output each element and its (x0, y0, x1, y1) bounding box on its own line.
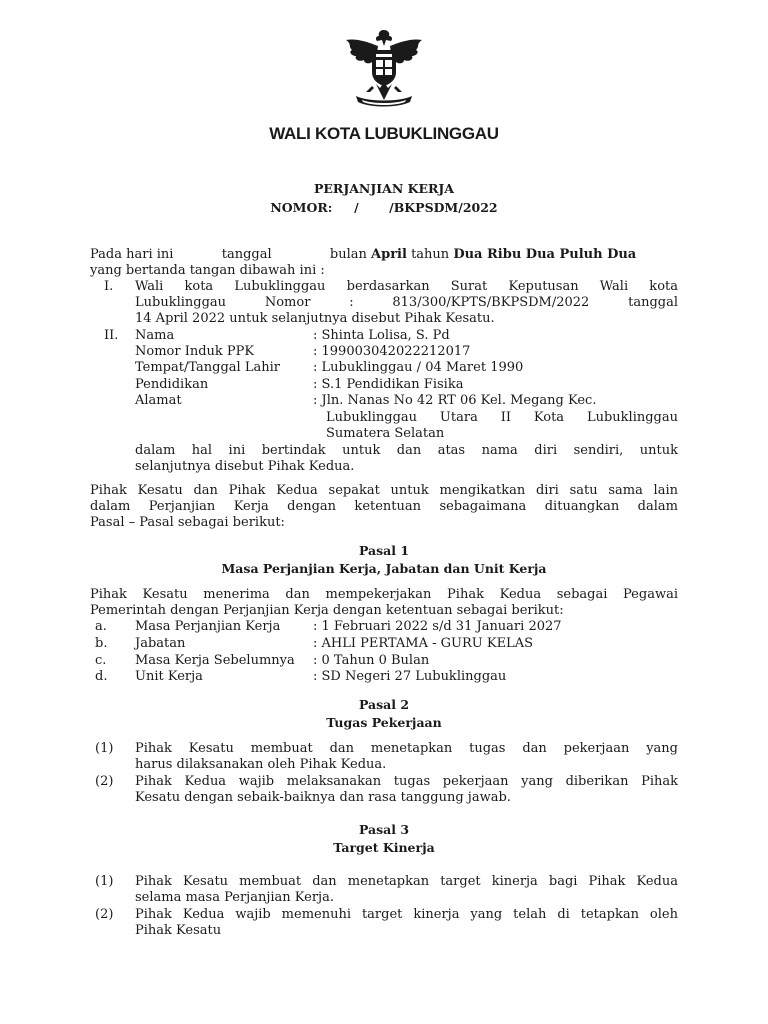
party1-line-2: Lubuklinggau Nomor : 813/300/KPTS/BKPSDM/2022 tanggal (135, 295, 678, 310)
opening-line-2: yang bertanda tangan dibawah ini : (90, 263, 325, 278)
pasal1-item-label: Unit Kerja (135, 669, 203, 684)
party2-address-line-3: Sumatera Selatan (326, 426, 445, 441)
pasal3-item-2-number: (2) (95, 907, 114, 922)
party2-action-line-1: dalam hal ini bertindak untuk dan atas nama diri sendiri, untuk (135, 443, 678, 458)
pasal1-item-value: : 1 Februari 2022 s/d 31 Januari 2027 (313, 619, 562, 634)
pasal2-subheading: Tugas Pekerjaan (326, 715, 442, 730)
pasal3-item-2-line-1: Pihak Kedua wajib memenuhi target kinerja yang telah di tetapkan oleh (135, 907, 678, 922)
party2-label-education: Pendidikan (135, 377, 209, 392)
pasal1-item-label: Masa Perjanjian Kerja (135, 619, 281, 634)
party2-value-nip: : 199003042022212017 (313, 344, 471, 359)
pasal1-item-key: c. (95, 653, 107, 668)
office-title: WALI KOTA LUBUKLINGGAU (269, 124, 499, 143)
pasal3-item-2-line-2: Pihak Kesatu (135, 923, 222, 938)
pasal3-item-1-line-1: Pihak Kesatu membuat dan menetapkan target kinerja bagi Pihak Kedua (135, 874, 678, 889)
pasal1-intro-line-2: Pemerintah dengan Perjanjian Kerja dengan ketentuan sebagai berikut: (90, 603, 564, 618)
pasal1-intro-line-1: Pihak Kesatu menerima dan mempekerjakan Pihak Kedua sebagai Pegawai (90, 587, 678, 602)
pasal2-item-1-line-2: harus dilaksanakan oleh Pihak Kedua. (135, 757, 387, 772)
pasal2-item-2-line-2: Kesatu dengan sebaik-baiknya dan rasa tanggung jawab. (135, 790, 511, 805)
party2-value-name: : Shinta Lolisa, S. Pd (313, 328, 450, 343)
pasal1-item-key: b. (95, 636, 108, 651)
pasal1-item-value: : 0 Tahun 0 Bulan (313, 653, 430, 668)
garuda-emblem-icon (338, 26, 430, 110)
party2-value-birth: : Lubuklinggau / 04 Maret 1990 (313, 360, 524, 375)
pasal2-item-2-number: (2) (95, 774, 114, 789)
document-number: NOMOR: / /BKPSDM/2022 (270, 200, 498, 215)
pasal3-item-1-line-2: selama masa Perjanjian Kerja. (135, 890, 334, 905)
pasal1-item-key: a. (95, 619, 107, 634)
pasal3-heading: Pasal 3 (358, 822, 410, 837)
pasal1-heading: Pasal 1 (358, 543, 410, 558)
pasal1-item-label: Masa Kerja Sebelumnya (135, 653, 295, 668)
pasal1-item-value: : AHLI PERTAMA - GURU KELAS (313, 636, 533, 651)
party1-number: I. (104, 279, 114, 294)
pasal1-item-value: : SD Negeri 27 Lubuklinggau (313, 669, 507, 684)
party2-number: II. (104, 328, 119, 343)
pasal3-subheading: Target Kinerja (333, 840, 435, 855)
opening-line-1: Pada hari ini tanggal bulan April tahun Dua Ribu Dua Puluh Dua (90, 247, 637, 262)
pasal2-heading: Pasal 2 (358, 697, 410, 712)
pasal2-item-2-line-1: Pihak Kedua wajib melaksanakan tugas pekerjaan yang diberikan Pihak (135, 774, 678, 789)
party2-label-birth: Tempat/Tanggal Lahir (135, 360, 280, 375)
agreement-line-3: Pasal – Pasal sebagai berikut: (90, 515, 285, 530)
party2-value-education: : S.1 Pendidikan Fisika (313, 377, 464, 392)
party1-line-3: 14 April 2022 untuk selanjutnya disebut Pihak Kesatu. (135, 311, 495, 326)
party1-line-1: Wali kota Lubuklinggau berdasarkan Surat Keputusan Wali kota (135, 279, 678, 294)
pasal3-item-1-number: (1) (95, 874, 114, 889)
pasal1-item-label: Jabatan (135, 636, 186, 651)
document-title: PERJANJIAN KERJA (314, 181, 454, 196)
agreement-line-1: Pihak Kesatu dan Pihak Kedua sepakat untuk mengikatkan diri satu sama lain (90, 483, 678, 498)
pasal2-item-1-number: (1) (95, 741, 114, 756)
pasal2-item-1-line-1: Pihak Kesatu membuat dan menetapkan tugas dan pekerjaan yang (135, 741, 678, 756)
party2-value-address: : Jln. Nanas No 42 RT 06 Kel. Megang Kec. (313, 393, 597, 408)
party2-action-line-2: selanjutnya disebut Pihak Kedua. (135, 459, 355, 474)
party2-address-line-2: Lubuklinggau Utara II Kota Lubuklinggau (326, 410, 678, 425)
agreement-line-2: dalam Perjanjian Kerja dengan ketentuan sebagaimana dituangkan dalam (90, 499, 678, 514)
party2-label-address: Alamat (135, 393, 182, 408)
party2-label-nip: Nomor Induk PPK (135, 344, 255, 359)
pasal1-subheading: Masa Perjanjian Kerja, Jabatan dan Unit Kerja (221, 561, 547, 576)
party2-label-name: Nama (135, 328, 175, 343)
pasal1-item-key: d. (95, 669, 108, 684)
